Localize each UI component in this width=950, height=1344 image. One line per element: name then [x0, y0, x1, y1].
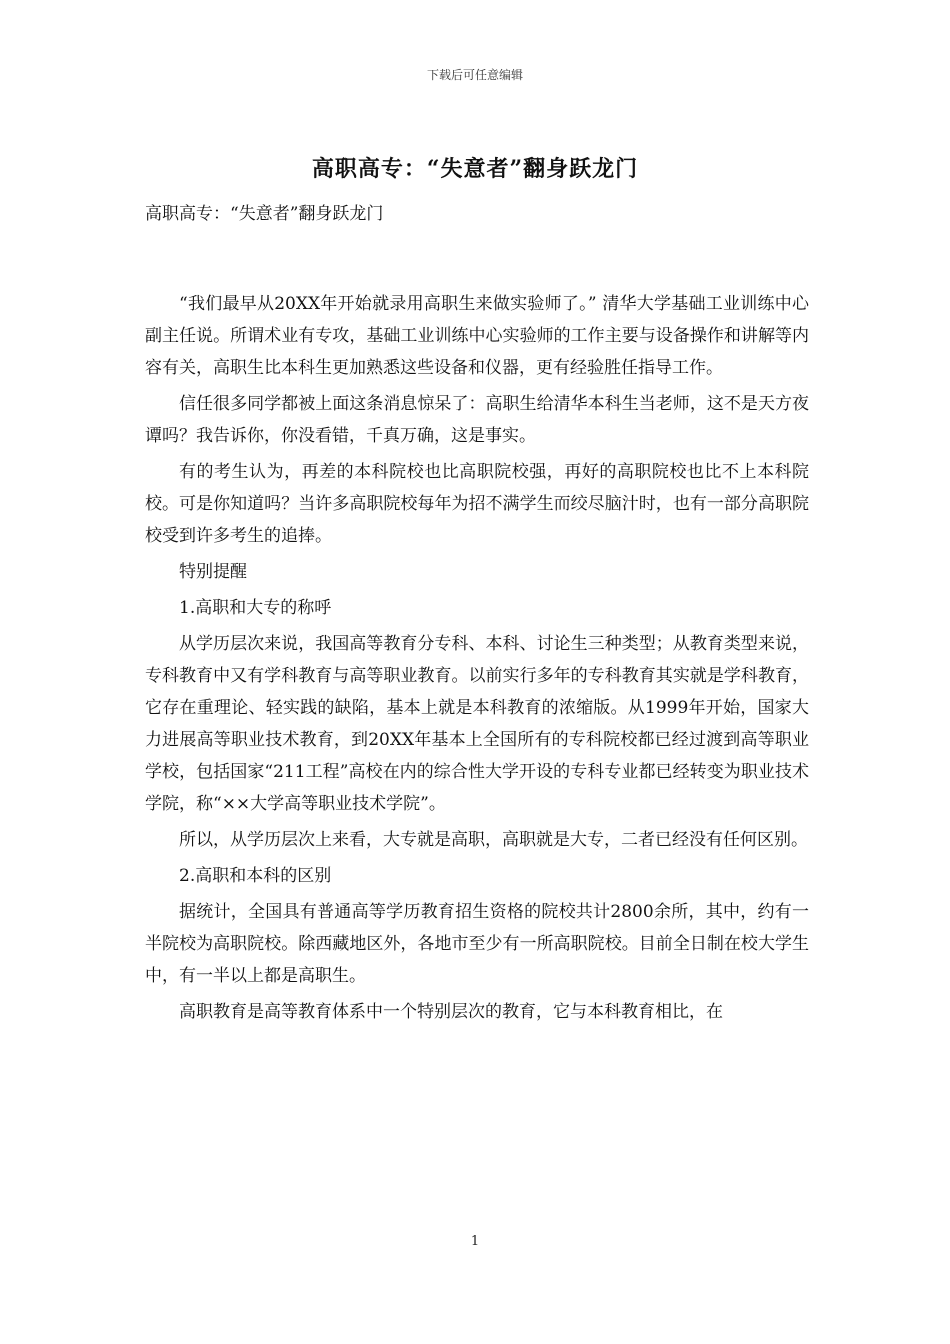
- paragraph-7: 高职教育是高等教育体系中一个特别层次的教育，它与本科教育相比，在: [179, 1002, 723, 1022]
- document-subtitle: 高职高专：“失意者”翻身跃龙门: [145, 204, 384, 224]
- section-heading-1: 1.高职和大专的称呼: [179, 598, 332, 618]
- paragraph-5: 所以，从学历层次上来看，大专就是高职，高职就是大专，二者已经没有任何区别。: [179, 830, 808, 850]
- document-title: 高职高专：“失意者”翻身跃龙门: [311, 156, 639, 182]
- header-note: 下载后可任意编辑: [426, 68, 523, 82]
- paragraph-3: 有的考生认为，再差的本科院校也比高职院校强，再好的高职院校也比不上本科院校。可是你知道吗？当许多高职院校每年为招不满学生而绞尽脑汁时，也有一部分高职院校受到许多考生的追捧。: [145, 462, 809, 546]
- document-body: [145, 198, 809, 1028]
- paragraph-6: 据统计，全国具有普通高等学历教育招生资格的院校共计2800余所，其中，约有一半院校为高职院校。除西藏地区外，各地市至少有一所高职院校。目前全日制在校大学生中，有一半以上都是高职生。: [145, 902, 809, 986]
- paragraph-4: 从学历层次来说，我国高等教育分专科、本科、讨论生三种类型；从教育类型来说，专科教育中又有学科教育与高等职业教育。以前实行多年的专科教育其实就是学科教育，它存在重理论、轻实践的缺陷，基本上就是本科教育的浓缩版。从1999年开始，国家大力进展高等职业技术教育，到20XX年基本上全国所有的专科院校都已经过渡到高等职业学校，包括国家“211工程”高校在内的综合性大学开设的专科专业都已经转变为职业技术学院，称“××大学高等职业技术学院”。: [145, 634, 809, 814]
- section-note: 特别提醒: [179, 562, 247, 582]
- page-number: 1: [470, 1234, 480, 1249]
- paragraph-1: “我们最早从20XX年开始就录用高职生来做实验师了。” 清华大学基础工业训练中心副主任说。所谓术业有专攻，基础工业训练中心实验师的工作主要与设备操作和讲解等内容有关，高职生比本科生更加熟悉这些设备和仪器，更有经验胜任指导工作。: [145, 294, 809, 378]
- paragraph-2: 信任很多同学都被上面这条消息惊呆了：高职生给清华本科生当老师，这不是天方夜谭吗？我告诉你，你没看错，千真万确，这是事实。: [145, 394, 809, 446]
- section-heading-2: 2.高职和本科的区别: [179, 866, 332, 886]
